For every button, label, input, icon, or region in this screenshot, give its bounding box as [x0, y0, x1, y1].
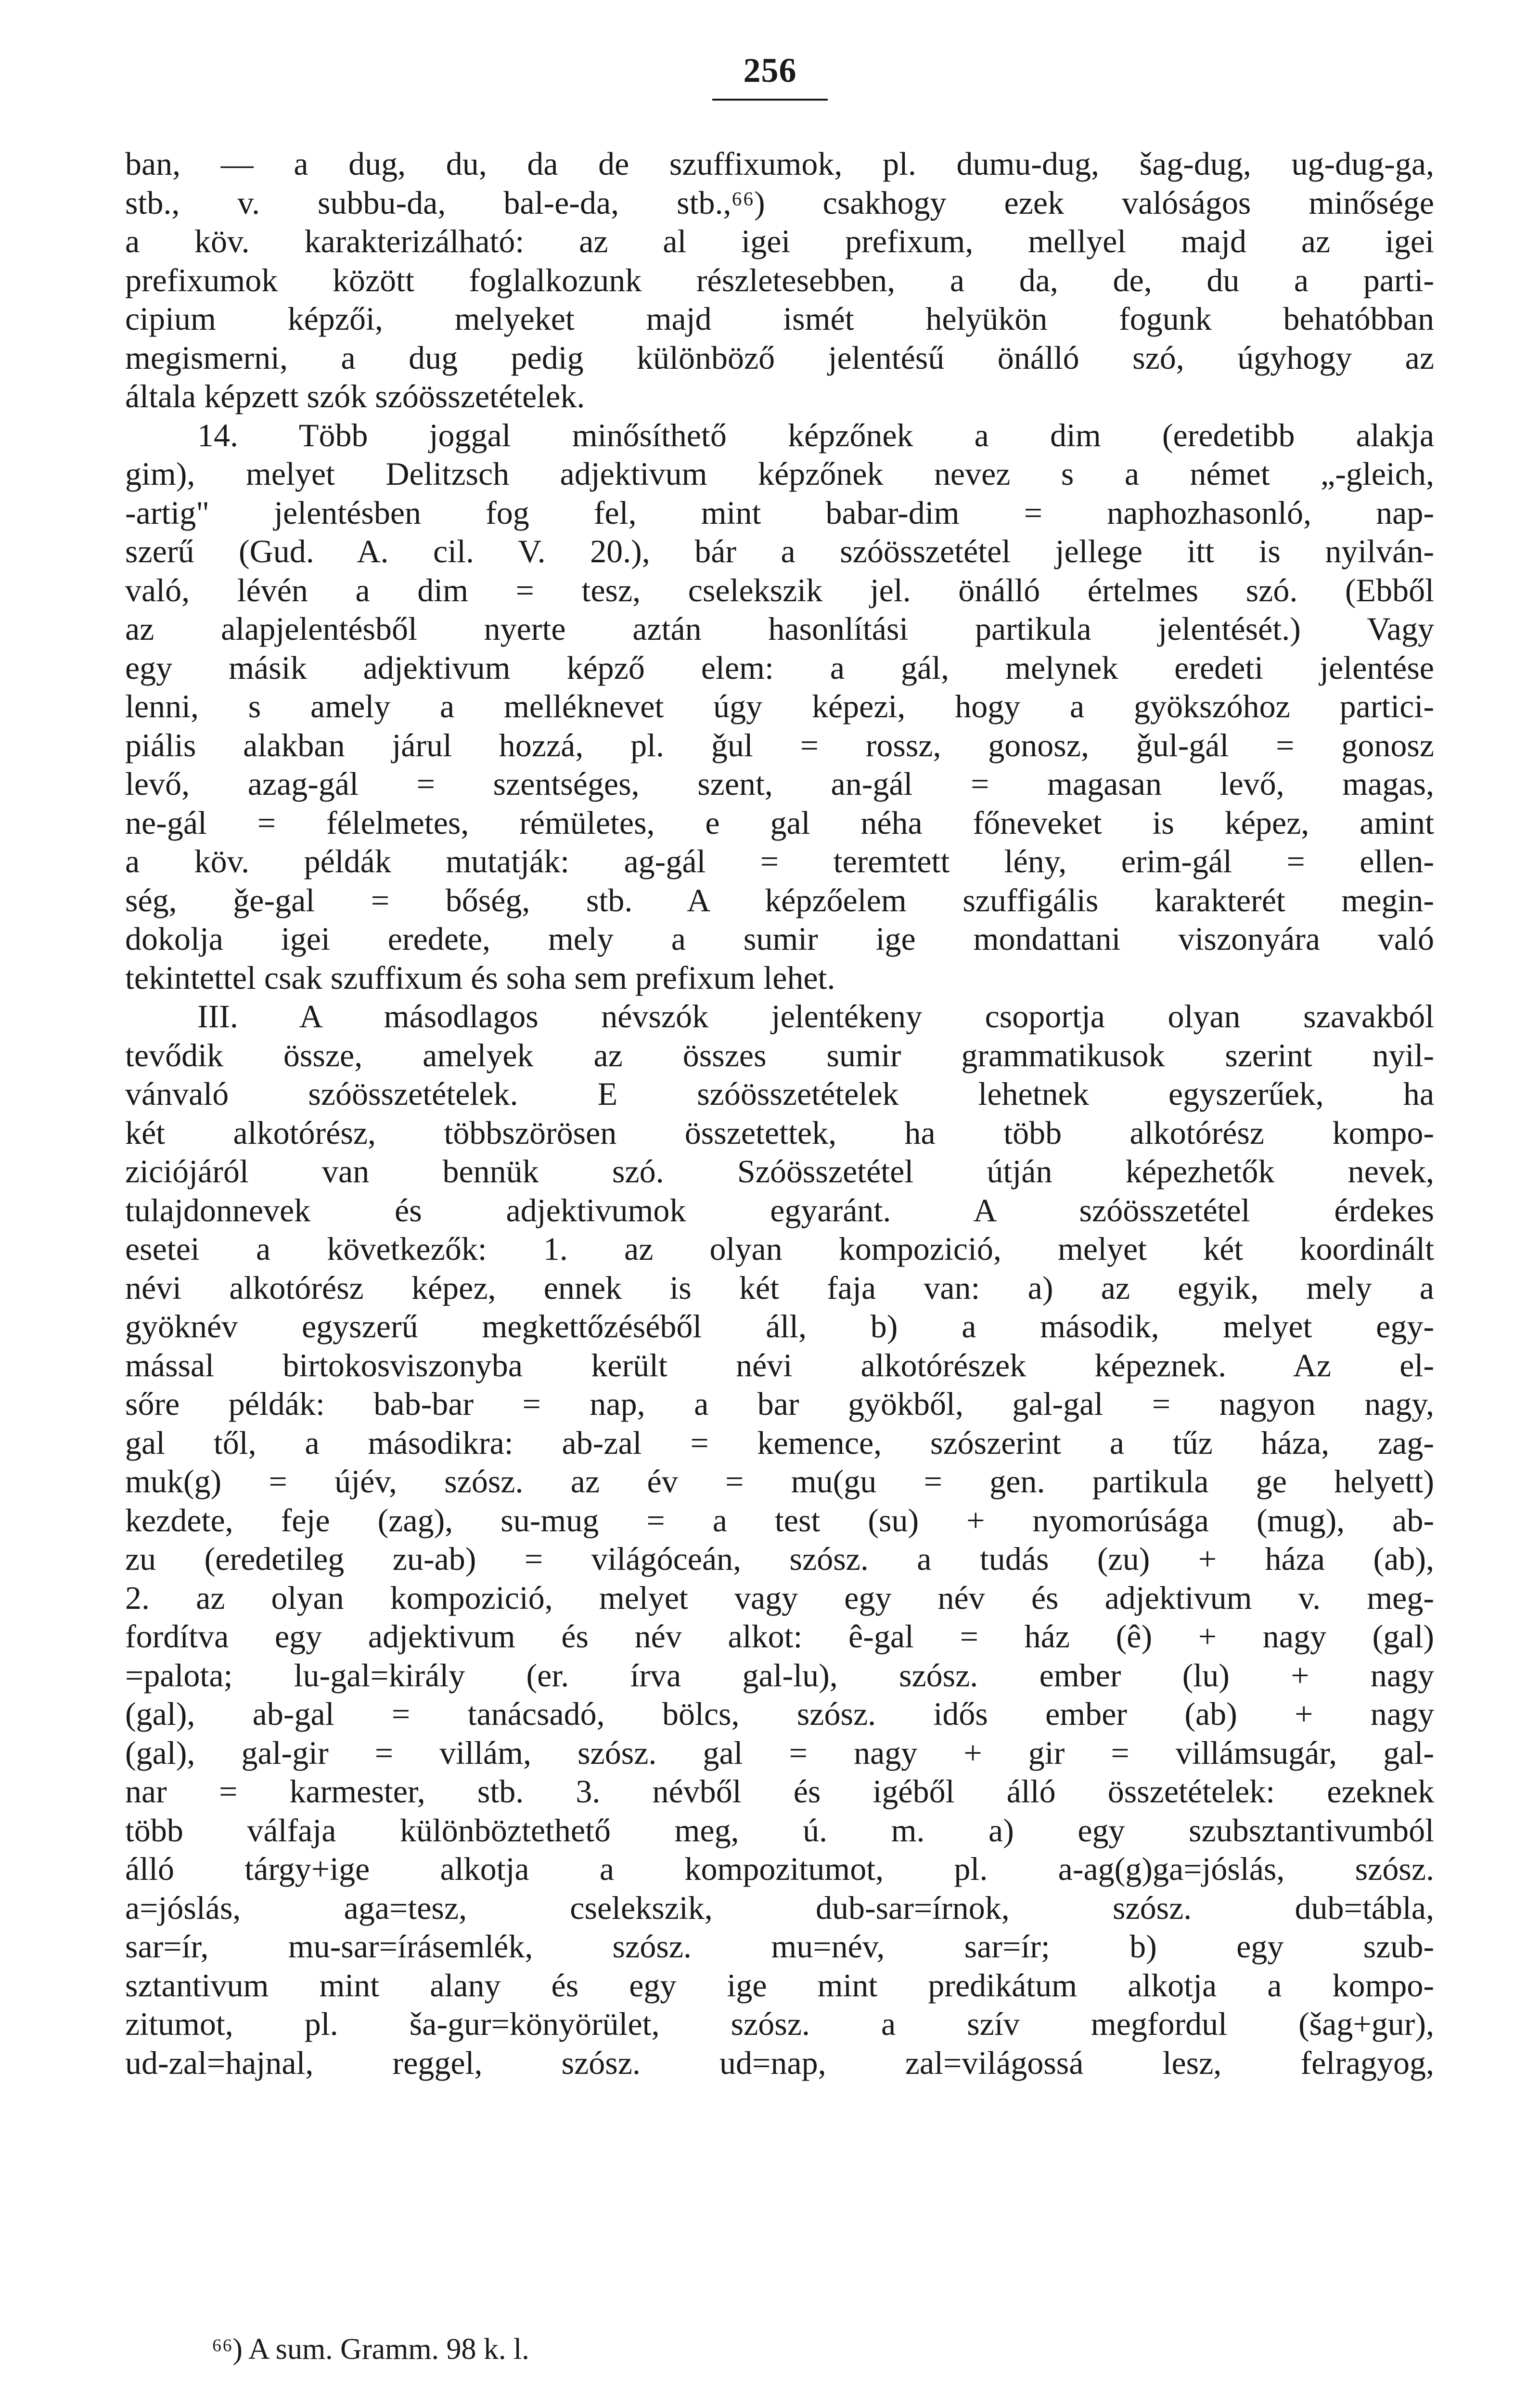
text-line: ban, — a dug, du, da de szuffixumok, pl. dumu-dug, šag-dug, ug-dug-ga,	[125, 145, 1434, 182]
text-line: a köv. karakterizálható: az al igei prefixum, mellyel majd az igei	[125, 223, 1434, 259]
text-line: az alapjelentésből nyerte aztán hasonlítási partikula jelentését.) Vagy	[125, 610, 1434, 647]
text-line: dokolja igei eredete, mely a sumir ige mondattani viszonyára való	[125, 920, 1434, 957]
text-line: a=jóslás, aga=tesz, cselekszik, dub-sar=írnok, szósz. dub=tábla,	[125, 1889, 1434, 1926]
text-line: ne-gál = félelmetes, rémületes, e gal néha főneveket is képez, amint	[125, 804, 1434, 841]
text-line: kezdete, feje (zag), su-mug = a test (su) + nyomorúsága (mug), ab-	[125, 1501, 1434, 1539]
text-line: névi alkotórész képez, ennek is két faja van: a) az egyik, mely a	[125, 1269, 1434, 1306]
text-line: fordítva egy adjektivum és név alkot: ê-gal = ház (ê) + nagy (gal)	[125, 1618, 1434, 1655]
paragraph-start-line: III. A másodlagos névszók jelentékeny csoportja olyan szavakból	[197, 998, 1434, 1035]
text-line: esetei a következők: 1. az olyan kompozició, melyet két koordinált	[125, 1230, 1434, 1267]
footnote-66: ⁶⁶) A sum. Gramm. 98 k. l.	[212, 2333, 529, 2366]
text-line: gal től, a másodikra: ab-zal = kemence, szószerint a tűz háza, zag-	[125, 1424, 1434, 1461]
text-line: sőre példák: bab-bar = nap, a bar gyökből, gal-gal = nagyon nagy,	[125, 1385, 1434, 1422]
text-line: gyöknév egyszerű megkettőzéséből áll, b) a második, melyet egy-	[125, 1308, 1434, 1345]
text-line: két alkotórész, többszörösen összetettek, ha több alkotórész kompo-	[125, 1114, 1434, 1151]
text-line: sar=ír, mu-sar=írásemlék, szósz. mu=név, sar=ír; b) egy szub-	[125, 1928, 1434, 1965]
paragraph-start-line: 14. Több joggal minősíthető képzőnek a dim (eredetibb alakja	[197, 416, 1434, 453]
page-number: 256	[743, 51, 797, 90]
text-line: gim), melyet Delitzsch adjektivum képzőnek nevez s a német „-gleich,	[125, 455, 1434, 492]
text-line: a köv. példák mutatják: ag-gál = teremtett lény, erim-gál = ellen-	[125, 843, 1434, 880]
text-line: nar = karmester, stb. 3. névből és igéből álló összetételek: ezeknek	[125, 1773, 1434, 1810]
text-line: 2. az olyan kompozició, melyet vagy egy név és adjektivum v. meg-	[125, 1579, 1434, 1616]
text-line: való, lévén a dim = tesz, cselekszik jel. önálló értelmes szó. (Ebből	[125, 571, 1434, 608]
text-line: (gal), ab-gal = tanácsadó, bölcs, szósz. idős ember (ab) + nagy	[125, 1695, 1434, 1732]
text-line: vánvaló szóösszetételek. E szóösszetételek lehetnek egyszerűek, ha	[125, 1075, 1434, 1112]
text-line: piális alakban járul hozzá, pl. ǧul = rossz, gonosz, ǧul-gál = gonosz	[125, 726, 1434, 764]
text-line: sztantivum mint alany és egy ige mint predikátum alkotja a kompo-	[125, 1967, 1434, 2004]
text-line: ség, ǧe-gal = bőség, stb. A képzőelem szuffigális karakterét megin-	[125, 881, 1434, 919]
footnote-area	[212, 2330, 982, 2368]
text-line: ziciójáról van bennük szó. Szóösszetétel útján képezhetők nevek,	[125, 1153, 1434, 1190]
text-line: több válfaja különböztethető meg, ú. m. a) egy szubsztantivumból	[125, 1812, 1434, 1849]
page-number-underline	[712, 99, 828, 101]
text-line: =palota; lu-gal=király (er. írva gal-lu), szósz. ember (lu) + nagy	[125, 1656, 1434, 1694]
text-line: (gal), gal-gir = villám, szósz. gal = nagy + gir = villámsugár, gal-	[125, 1734, 1434, 1771]
text-line: -artig" jelentésben fog fel, mint babar-dim = naphozhasonló, nap-	[125, 494, 1434, 531]
text-line: stb., v. subbu-da, bal-e-da, stb.,⁶⁶) csakhogy ezek valóságos minősége	[125, 184, 1434, 221]
text-line: álló tárgy+ige alkotja a kompozitumot, pl. a-ag(g)ga=jóslás, szósz.	[125, 1851, 1434, 1887]
text-line: levő, azag-gál = szentséges, szent, an-gál = magasan levő, magas,	[125, 765, 1434, 802]
text-line: megismerni, a dug pedig különböző jelentésű önálló szó, úgyhogy az	[125, 339, 1434, 376]
text-line: zitumot, pl. ša-gur=könyörület, szósz. a szív megfordul (šag+gur),	[125, 2006, 1434, 2042]
text-line: lenni, s amely a melléknevet úgy képezi, hogy a gyökszóhoz partici-	[125, 688, 1434, 725]
text-line: általa képzett szók szóösszetételek.	[125, 378, 585, 414]
body-text	[125, 144, 1434, 2082]
text-line: muk(g) = újév, szósz. az év = mu(gu = gen. partikula ge helyett)	[125, 1463, 1434, 1500]
text-line: tekintettel csak szuffixum és soha sem prefixum lehet.	[125, 959, 835, 996]
text-line: egy másik adjektivum képző elem: a gál, melynek eredeti jelentése	[125, 649, 1434, 686]
text-line: mással birtokosviszonyba került névi alkotórészek képeznek. Az el-	[125, 1346, 1434, 1384]
text-line: tevődik össze, amelyek az összes sumir grammatikusok szerint nyil-	[125, 1036, 1434, 1074]
text-line: szerű (Gud. A. cil. V. 20.), bár a szóösszetétel jellege itt is nyilván-	[125, 533, 1434, 569]
text-line: cipium képzői, melyeket majd ismét helyükön fogunk behatóbban	[125, 300, 1434, 337]
text-line: zu (eredetileg zu-ab) = világóceán, szósz. a tudás (zu) + háza (ab),	[125, 1540, 1434, 1577]
text-line: prefixumok között foglalkozunk részletesebben, a da, de, du a parti-	[125, 261, 1434, 298]
text-line: ud-zal=hajnal, reggel, szósz. ud=nap, zal=világossá lesz, felragyog,	[125, 2044, 1434, 2081]
text-line: tulajdonnevek és adjektivumok egyaránt. A szóösszetétel érdekes	[125, 1191, 1434, 1229]
